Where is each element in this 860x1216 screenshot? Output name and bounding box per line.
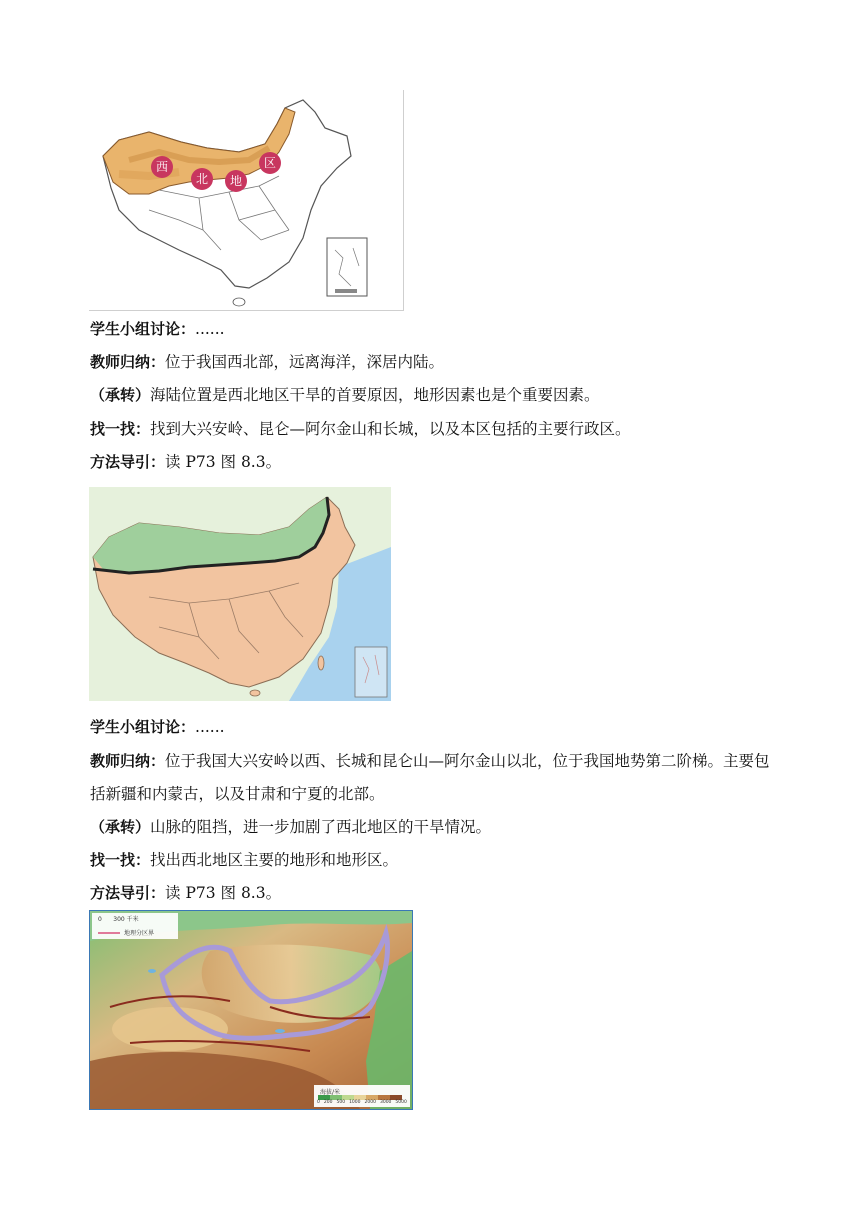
transition-text: 山脉的阻挡，进一步加剧了西北地区的干旱情况。 <box>150 818 492 836</box>
discussion-line-2 <box>90 712 780 742</box>
northwest-topographic-map <box>89 910 413 1110</box>
find-task-2 <box>90 845 780 875</box>
find-label: 找一找： <box>90 420 151 438</box>
teacher-summary-text: 位于我国西北部，远离海洋，深居内陆。 <box>165 353 445 371</box>
method-text: 读 P73 图 8.3。 <box>165 884 282 902</box>
elevation-tick: 200 <box>323 1100 333 1105</box>
elevation-tick: 3000 <box>379 1100 392 1105</box>
map-scale-bar: 0 300 千米 <box>98 916 139 923</box>
teacher-summary-2 <box>90 745 780 811</box>
discussion-line-1 <box>90 314 780 344</box>
method-guide-1 <box>90 447 780 477</box>
elevation-legend-ticks <box>317 1100 407 1105</box>
teacher-summary-1 <box>90 347 780 377</box>
method-text: 读 P73 图 8.3。 <box>165 453 282 471</box>
elevation-tick: 5000 <box>395 1100 407 1105</box>
elevation-tick: 1000 <box>349 1100 361 1105</box>
legend-boundary-label: 地理分区界 <box>124 930 155 937</box>
find-text: 找出西北地区主要的地形和地形区。 <box>150 851 399 869</box>
method-guide-2 <box>90 878 780 908</box>
find-task-1 <box>90 414 780 444</box>
teacher-summary-label: 教师归纳： <box>90 752 166 770</box>
northwest-region-outline-map <box>89 90 404 311</box>
region-label-xi: 西 <box>151 156 173 178</box>
discussion-label: 学生小组讨论： <box>90 320 196 338</box>
region-label-di: 地 <box>225 170 247 192</box>
region-label-qu: 区 <box>259 152 281 174</box>
discussion-label: 学生小组讨论： <box>90 718 196 736</box>
elevation-legend-title: 海拔/米 <box>320 1089 341 1096</box>
elevation-tick: 500 <box>336 1100 346 1105</box>
transition-text: 海陆位置是西北地区干旱的首要原因，地形因素也是个重要因素。 <box>150 386 600 404</box>
transition-1 <box>90 380 780 410</box>
method-label: 方法导引： <box>90 453 166 471</box>
find-label: 找一找： <box>90 851 151 869</box>
region-label-bei: 北 <box>191 168 213 190</box>
transition-2 <box>90 812 780 842</box>
discussion-text: ...... <box>195 718 225 736</box>
method-label: 方法导引： <box>90 884 166 902</box>
northwest-boundary-map <box>89 487 391 701</box>
transition-label: （承转） <box>90 818 151 836</box>
transition-label: （承转） <box>90 386 151 404</box>
teacher-summary-label: 教师归纳： <box>90 353 166 371</box>
teacher-summary-text: 位于我国大兴安岭以西、长城和昆仑山—阿尔金山以北，位于我国地势第二阶梯。主要包括新疆和内蒙古，以及甘肃和宁夏的北部。 <box>90 752 770 803</box>
elevation-tick: 2000 <box>364 1100 376 1105</box>
find-text: 找到大兴安岭、昆仑—阿尔金山和长城，以及本区包括的主要行政区。 <box>150 420 631 438</box>
discussion-text: ...... <box>195 320 225 338</box>
elevation-tick: 0 <box>317 1100 320 1105</box>
